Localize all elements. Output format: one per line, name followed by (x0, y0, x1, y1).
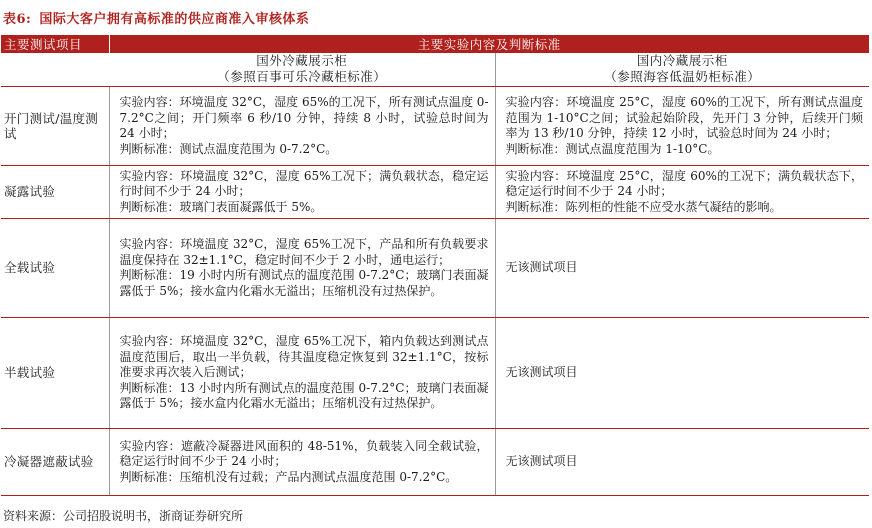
domestic-cabinet-title: 国内冷藏展示柜 (636, 53, 728, 68)
intl-judgement: 判断标准：13 小时内所有测试点的温度范围 0-7.2°C；玻璃门表面凝露低于 5%；接水盒内化霜水无溢出；压缩机没有过热保护。 (119, 380, 489, 411)
intl-judgement: 判断标准：测试点温度范围为 0-7.2°C。 (119, 141, 338, 156)
table-row (1, 318, 869, 429)
header-row (1, 35, 869, 53)
table-row (1, 429, 869, 496)
source-note: 资料来源：公司招股说明书，浙商证券研究所 (3, 509, 244, 523)
test-name: 全载试验 (1, 219, 109, 318)
domestic-content: 实验内容：环境温度 25°C，湿度 60%的工况下，所有测试点温度范围为 1-10°C之间；试验起始阶段，先开门 3 分钟，后续开门频率为 13 秒/10 分钟，持续 12 小时，试验总时间为 24 小时； (505, 95, 864, 140)
test-name: 冷凝器遮蔽试验 (1, 429, 109, 496)
intl-cabinet-title: 国外冷藏展示柜 (256, 53, 348, 68)
intl-criteria (109, 429, 495, 496)
intl-judgement: 判断标准：19 小时内所有测试点的温度范围 0-7.2°C；玻璃门表面凝露低于 5%；接水盒内化霜水无溢出；压缩机没有过热保护。 (119, 268, 489, 298)
intl-content: 实验内容：环境温度 32°C，湿度 65%的工况下，所有测试点温度 0-7.2°C之间；开门频率 6 秒/10 分钟，持续 8 小时，试验总时间为 24 小时； (119, 95, 489, 140)
intl-judgement: 判断标准：压缩机没有过载；产品内测试点温度范围 0-7.2°C。 (119, 469, 458, 484)
test-name: 半载试验 (1, 318, 109, 429)
domestic-criteria (495, 219, 869, 318)
intl-cabinet-standard: （参照百事可乐冷藏柜标准） (217, 69, 387, 84)
test-name: 开门测试/温度测试 (1, 87, 109, 166)
intl-content: 实验内容：环境温度 32°C，湿度 65%工况下；满负载状态，稳定运行时间不少于 24 小时； (119, 168, 489, 199)
table-caption: 国际大客户拥有高标准的供应商准入审核体系 (39, 12, 310, 27)
domestic-criteria (495, 166, 869, 219)
intl-criteria (109, 166, 495, 219)
domestic-none: 无该测试项目 (505, 365, 578, 380)
domestic-criteria (495, 429, 869, 496)
domestic-none: 无该测试项目 (505, 260, 578, 275)
domestic-criteria (495, 318, 869, 429)
subheader-blank (1, 53, 109, 87)
subheader-row (1, 53, 869, 87)
intl-content: 实验内容：遮蔽冷凝器进风面积的 48-51%，负载装入同全载试验，稳定运行时间不少于 24 小时； (119, 438, 489, 469)
domestic-judgement: 判断标准：测试点温度范围为 1-10°C。 (505, 141, 720, 156)
test-name: 凝露试验 (1, 166, 109, 219)
domestic-judgement: 判断标准：陈列柜的性能不应受水蒸气凝结的影响。 (505, 199, 782, 214)
table-row (1, 87, 869, 166)
intl-criteria (109, 87, 495, 166)
table-row (1, 166, 869, 219)
header-test-items: 主要测试项目 (1, 35, 109, 53)
header-content-criteria: 主要实验内容及判断标准 (109, 35, 869, 53)
intl-criteria (109, 318, 495, 429)
intl-criteria (109, 219, 495, 318)
intl-content: 实验内容：环境温度 32°C，湿度 65%工况下，箱内负载达到测试点温度范围后，取出一半负载，待其温度稳定恢复到 32±1.1°C，按标准要求再次装入后测试； (119, 334, 489, 380)
subheader-intl (109, 53, 495, 87)
intl-judgement: 判断标准：玻璃门表面凝露低于 5%。 (119, 199, 323, 214)
test-standards-table (1, 35, 869, 496)
table-title (3, 8, 309, 27)
domestic-none: 无该测试项目 (505, 454, 578, 469)
domestic-cabinet-standard: （参照海容低温奶柜标准） (604, 69, 761, 84)
domestic-content: 实验内容：环境温度 25°C，湿度 60%的工况下；满负载状态下，稳定运行时间不少于 24 小时； (505, 168, 864, 199)
domestic-criteria (495, 87, 869, 166)
table-number: 表6: (3, 12, 32, 27)
intl-content: 实验内容：环境温度 32°C，湿度 65%工况下，产品和所有负载要求温度保持在 32±1.1°C，稳定时间不少于 2 小时，通电运行； (119, 237, 489, 267)
table-row (1, 219, 869, 318)
subheader-domestic (495, 53, 869, 87)
